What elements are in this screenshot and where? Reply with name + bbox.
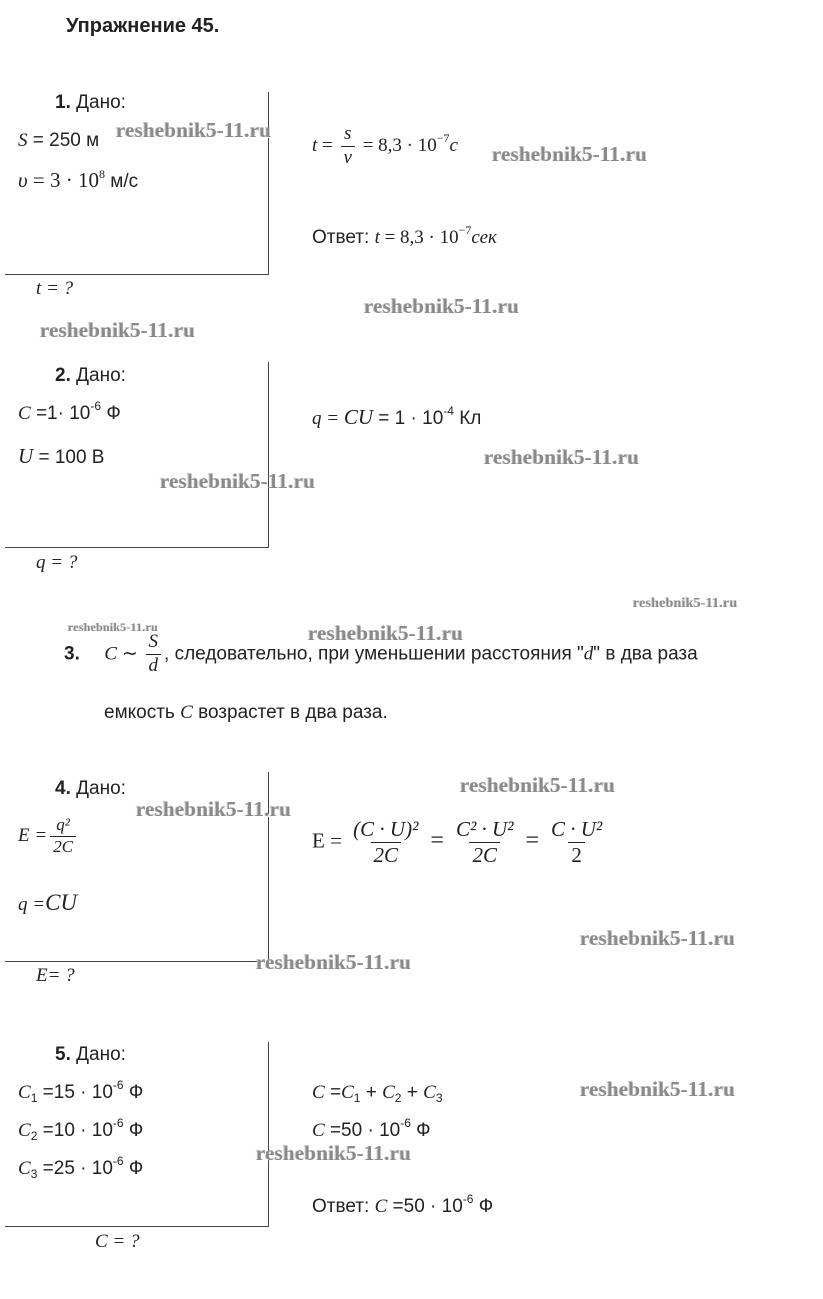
watermark: reshebnik5-11.ru (40, 318, 196, 342)
given-c: $C =1\cdot 10^{-6}$ Ф (18, 399, 121, 424)
watermark: reshebnik5-11.ru (136, 797, 292, 821)
watermark: reshebnik5-11.ru (492, 142, 648, 166)
given-s: S = 250 м (18, 130, 100, 151)
watermark: reshebnik5-11.ru (580, 926, 736, 950)
answer: Ответ: $C =50 \cdot 10^{-6}$ Ф (312, 1192, 494, 1217)
find-label: t = ? (36, 278, 74, 299)
watermark: reshebnik5-11.ru (580, 1077, 736, 1101)
given-v: $\upsilon = 3 \cdot 10^8$ м/с (18, 167, 139, 192)
watermark: reshebnik5-11.ru (256, 950, 412, 974)
given-divider-horizontal (5, 547, 269, 548)
watermark: reshebnik5-11.ru (160, 469, 316, 493)
answer: Ответ: $t = 8,3 \cdot 10^{-7}сек$ (312, 223, 497, 248)
problem-number: 5. (55, 1044, 71, 1065)
given-label: Дано: (76, 778, 126, 799)
given-label: Дано: (76, 365, 126, 386)
solution-result: $C =50 \cdot 10^{-6}$ Ф (312, 1116, 431, 1141)
given-label: Дано: (76, 1044, 126, 1065)
solution-formula: E = $\frac{\text{(C · U)²}}{2C}$ = $\frac{\text{C² · U²}}{2C}$ = $\frac{\text{C · U²}}{2}$ (312, 817, 603, 868)
solution-formula: t = $\frac{s}{v}$ = $8,3 \cdot 10^{-7}с$ (312, 123, 458, 168)
problem-3-line1: 3. C ∼ $\frac{S}{d}$ , следовательно, при уменьшении расстояния "d" в два раза (64, 631, 698, 676)
problem-number: 1. (55, 92, 71, 113)
problem-1-given (55, 92, 126, 114)
problem-2-given (55, 365, 126, 387)
watermark: reshebnik5-11.ru (68, 620, 158, 634)
watermark: reshebnik5-11.ru (460, 773, 616, 797)
problem-number: 2. (55, 365, 71, 386)
problem-3-line2: емкость C возрастет в два раза. (104, 702, 388, 723)
watermark: reshebnik5-11.ru (484, 445, 640, 469)
watermark: reshebnik5-11.ru (633, 596, 738, 611)
given-e: E = $\frac{\text{q²}}{2C}$ (18, 816, 79, 856)
page-title: Упражнение 45. (66, 15, 220, 37)
watermark: reshebnik5-11.ru (116, 118, 272, 142)
problem-number: 4. (55, 778, 71, 799)
given-divider-vertical (268, 1042, 269, 1227)
given-c1: $C_1 =15 \cdot 10^{-6}$ Ф (18, 1078, 144, 1105)
given-u: U = 100 В (18, 444, 105, 468)
solution-sum: $C =C_1 + C_2 + C_3$ (312, 1082, 443, 1105)
problem-4-given (55, 778, 126, 800)
given-divider-horizontal (5, 961, 269, 962)
watermark: reshebnik5-11.ru (308, 621, 464, 645)
watermark: reshebnik5-11.ru (364, 294, 520, 318)
given-divider-vertical (268, 362, 269, 548)
given-q: q =CU (18, 890, 78, 915)
watermark: reshebnik5-11.ru (256, 1141, 412, 1165)
solution-formula: q = CU = $1 \cdot 10^{-4}$ Кл (312, 404, 482, 429)
find-label: C = ? (95, 1231, 140, 1252)
given-divider-horizontal (5, 274, 269, 275)
problem-number: 3. (64, 643, 80, 665)
given-label: Дано: (76, 92, 126, 113)
given-divider-horizontal (5, 1226, 269, 1227)
find-label: q = ? (36, 552, 78, 573)
given-c2: $C_2 =10 \cdot 10^{-6}$ Ф (18, 1116, 144, 1143)
find-label: E= ? (36, 965, 75, 986)
problem-5-given (55, 1044, 126, 1066)
given-c3: $C_3 =25 \cdot 10^{-6}$ Ф (18, 1154, 144, 1181)
